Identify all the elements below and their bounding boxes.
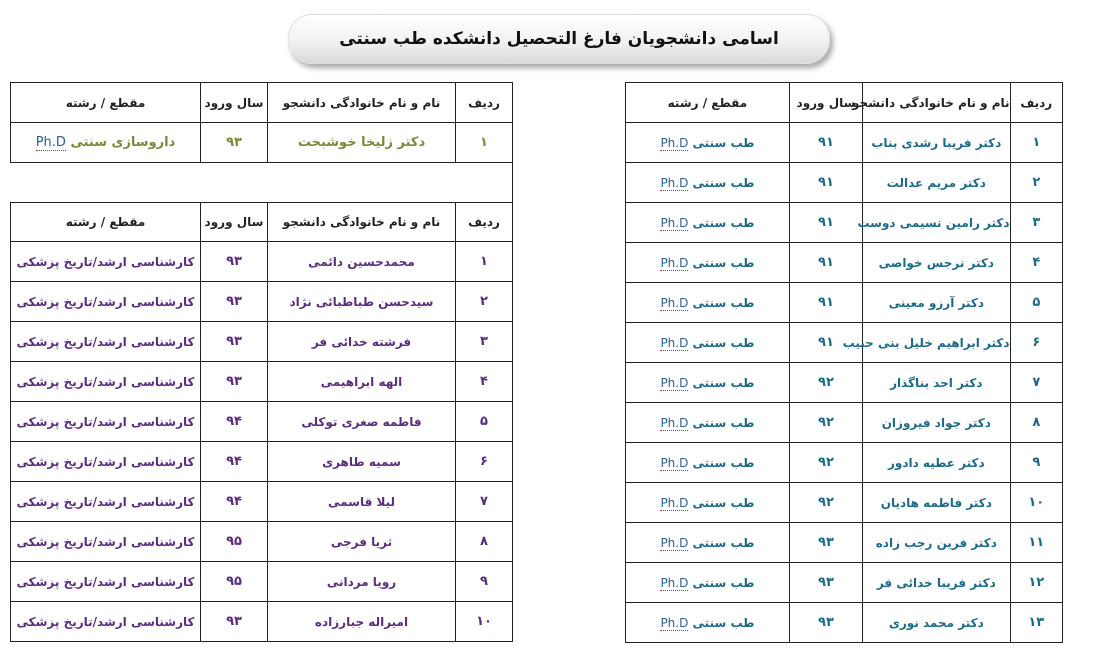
row-number: ۶ [456,442,513,482]
field-label: طب سنتی [692,135,755,150]
row-number: ۹ [1010,443,1062,483]
table-row [11,282,513,322]
row-number: ۷ [1010,363,1062,403]
entry-year: ۹۱ [789,123,862,163]
entry-year: ۹۳ [789,563,862,603]
row-number: ۱۲ [1010,563,1062,603]
student-name: فاطمه صغری توکلی [268,402,456,442]
degree-field: کارشناسی ارشد/تاریخ پزشکی [11,362,201,402]
degree-field [626,203,790,243]
entry-year: ۹۲ [789,403,862,443]
table-row [11,522,513,562]
field-label: طب سنتی [692,295,755,310]
entry-year: ۹۳ [201,123,268,163]
field-label: طب سنتی [692,455,755,470]
degree-field [626,323,790,363]
field-label: طب سنتی [692,575,755,590]
table-row [11,242,513,282]
table-row [626,283,1063,323]
table-row [626,443,1063,483]
row-number: ۱ [456,123,513,163]
degree-field [626,123,790,163]
field-label: طب سنتی [692,495,755,510]
table-row [11,482,513,522]
table-body [626,123,1063,643]
field-label: طب سنتی [692,175,755,190]
student-name: دکتر فریبا رشدی بناب [863,123,1010,163]
row-number: ۸ [1010,403,1062,443]
degree-field: کارشناسی ارشد/تاریخ پزشکی [11,602,201,642]
entry-year: ۹۳ [201,602,268,642]
degree-field: کارشناسی ارشد/تاریخ پزشکی [11,322,201,362]
row-number: ۷ [456,482,513,522]
degree-phd-label: Ph.D [660,575,689,590]
degree-field: کارشناسی ارشد/تاریخ پزشکی [11,242,201,282]
student-name: ثریا فرجی [268,522,456,562]
field-label: طب سنتی [692,375,755,390]
header-entry-year: سال ورود [789,83,862,123]
student-name: سمیه طاهری [268,442,456,482]
student-name: الهه ابراهیمی [268,362,456,402]
degree-field [626,603,790,643]
table-row [626,243,1063,283]
entry-year: ۹۱ [789,283,862,323]
entry-year: ۹۱ [789,243,862,283]
table-row [11,562,513,602]
entry-year: ۹۵ [201,562,268,602]
student-name: فرشته خدائی فر [268,322,456,362]
field-label: طب سنتی [692,415,755,430]
row-number: ۸ [456,522,513,562]
degree-field [626,163,790,203]
student-name: دکتر عطیه دادور [863,443,1010,483]
table-body [11,242,513,642]
degree-field [626,283,790,323]
student-name: دکتر جواد فیروزان [863,403,1010,443]
row-number: ۴ [1010,243,1062,283]
field-label: داروسازی سنتی [70,135,176,150]
degree-phd-label: Ph.D [660,495,689,510]
degree-field [626,563,790,603]
student-name: دکتر فرین رجب زاده [863,523,1010,563]
student-name: رویا مردانی [268,562,456,602]
table-body [11,123,513,163]
degree-field: کارشناسی ارشد/تاریخ پزشکی [11,402,201,442]
row-number: ۱۳ [1010,603,1062,643]
field-label: طب سنتی [692,215,755,230]
row-number: ۹ [456,562,513,602]
degree-field [626,363,790,403]
header-row-number: ردیف [456,83,513,123]
entry-year: ۹۱ [789,163,862,203]
table-header-row [11,203,513,242]
msc-history-of-medicine-table [10,202,513,642]
degree-field: کارشناسی ارشد/تاریخ پزشکی [11,442,201,482]
table-header-row [626,83,1063,123]
entry-year: ۹۳ [201,362,268,402]
student-name: محمدحسین دائمی [268,242,456,282]
table-row [626,163,1063,203]
table-row [11,442,513,482]
degree-phd-label: Ph.D [660,335,689,350]
degree-phd-label: Ph.D [660,375,689,390]
degree-field [626,523,790,563]
row-number: ۴ [456,362,513,402]
field-label: طب سنتی [692,255,755,270]
student-name: لیلا قاسمی [268,482,456,522]
student-name: دکتر آرزو معینی [863,283,1010,323]
row-number: ۲ [1010,163,1062,203]
entry-year: ۹۳ [201,282,268,322]
degree-phd-label: Ph.D [660,535,689,550]
header-degree-field: مقطع / رشته [11,203,201,242]
student-name: امیراله جبارزاده [268,602,456,642]
student-name: دکتر نرجس خواصی [863,243,1010,283]
row-number: ۵ [1010,283,1062,323]
degree-phd-label: Ph.D [660,295,689,310]
page-title: اسامی دانشجویان فارغ التحصیل دانشکده طب سنتی [288,14,830,64]
row-number: ۵ [456,402,513,442]
table-row [626,603,1063,643]
header-student-name: نام و نام خانوادگی دانشجو [268,203,456,242]
row-number: ۲ [456,282,513,322]
entry-year: ۹۴ [201,402,268,442]
row-number: ۱۰ [1010,483,1062,523]
student-name: دکتر احد بناگذار [863,363,1010,403]
table-row [626,483,1063,523]
header-degree-field: مقطع / رشته [626,83,790,123]
table-header-row [11,83,513,123]
field-label: طب سنتی [692,615,755,630]
student-name: دکتر رامین نسیمی دوست [863,203,1010,243]
row-number: ۱۱ [1010,523,1062,563]
student-name: دکتر فاطمه هادیان [863,483,1010,523]
degree-field: کارشناسی ارشد/تاریخ پزشکی [11,522,201,562]
degree-field: کارشناسی ارشد/تاریخ پزشکی [11,282,201,322]
header-row-number: ردیف [456,203,513,242]
degree-field: کارشناسی ارشد/تاریخ پزشکی [11,482,201,522]
entry-year: ۹۱ [789,323,862,363]
table-row [11,402,513,442]
phd-traditional-pharmacy-table [10,82,513,163]
degree-phd-label: Ph.D [660,255,689,270]
degree-phd-label: Ph.D [660,415,689,430]
entry-year: ۹۳ [789,523,862,563]
table-row [11,322,513,362]
table-row [11,602,513,642]
table-row [626,123,1063,163]
header-entry-year: سال ورود [201,83,268,123]
degree-field: کارشناسی ارشد/تاریخ پزشکی [11,562,201,602]
row-number: ۶ [1010,323,1062,363]
header-degree-field: مقطع / رشته [11,83,201,123]
degree-field [626,243,790,283]
entry-year: ۹۱ [789,203,862,243]
table-separator [10,162,513,202]
header-student-name: نام و نام خانوادگی دانشجو [268,83,456,123]
row-number: ۳ [1010,203,1062,243]
degree-phd-label: Ph.D [660,615,689,630]
student-name: دکتر ابراهیم خلیل بنی حبیب [863,323,1010,363]
entry-year: ۹۲ [789,483,862,523]
student-name: دکتر محمد نوری [863,603,1010,643]
degree-field [626,403,790,443]
entry-year: ۹۲ [789,443,862,483]
degree-phd-label: Ph.D [660,135,689,150]
table-row [626,403,1063,443]
table-row [626,323,1063,363]
table-row [11,362,513,402]
student-name: دکتر زلیخا خوشبخت [268,123,456,163]
entry-year: ۹۳ [201,322,268,362]
student-name: دکتر مریم عدالت [863,163,1010,203]
degree-field [626,443,790,483]
row-number: ۳ [456,322,513,362]
degree-phd-label: Ph.D [660,455,689,470]
row-number: ۱۰ [456,602,513,642]
row-number: ۱ [456,242,513,282]
student-name: دکتر فریبا خدائی فر [863,563,1010,603]
entry-year: ۹۴ [201,482,268,522]
field-label: طب سنتی [692,335,755,350]
table-row [626,563,1063,603]
header-row-number: ردیف [1010,83,1062,123]
degree-phd-label: Ph.D [660,175,689,190]
degree-phd-label: Ph.D [660,215,689,230]
degree-field [626,483,790,523]
table-row [626,363,1063,403]
table-row [626,523,1063,563]
degree-field [11,123,201,163]
header-student-name: نام و نام خانوادگی دانشجو [863,83,1010,123]
degree-phd-label: Ph.D [35,135,66,150]
student-name: سیدحسن طباطبائی نژاد [268,282,456,322]
header-entry-year: سال ورود [201,203,268,242]
entry-year: ۹۵ [201,522,268,562]
entry-year: ۹۲ [789,363,862,403]
entry-year: ۹۴ [201,442,268,482]
table-row [626,203,1063,243]
entry-year: ۹۳ [201,242,268,282]
table-row [11,123,513,163]
row-number: ۱ [1010,123,1062,163]
field-label: طب سنتی [692,535,755,550]
phd-traditional-medicine-table [625,82,1063,643]
entry-year: ۹۳ [789,603,862,643]
